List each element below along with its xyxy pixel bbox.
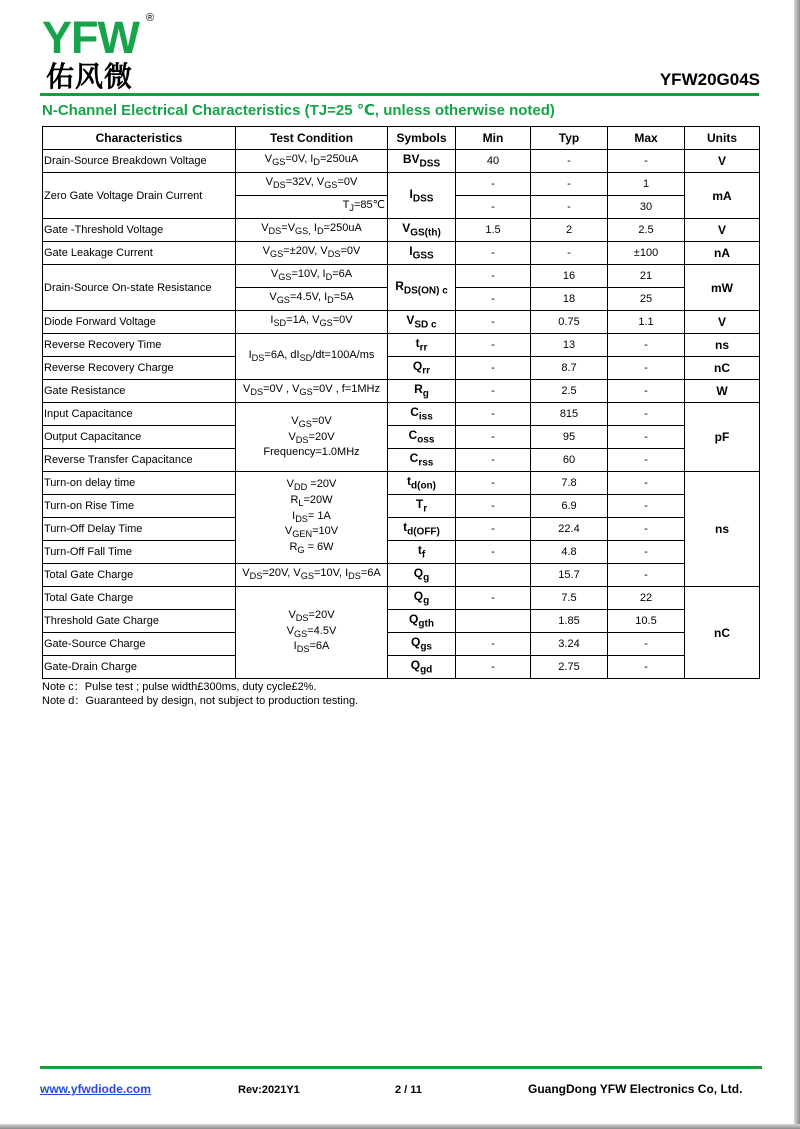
typ-value: 2 — [531, 219, 608, 242]
symbol: $V_{SD c}$ — [388, 311, 456, 334]
symbol: $C_{rss}$ — [388, 449, 456, 472]
symbol: $R_{DS(ON) c}$ — [388, 265, 456, 311]
param-name: Input Capacitance — [43, 403, 236, 426]
max-value: 25 — [608, 288, 685, 311]
typ-value: 6.9 — [531, 495, 608, 518]
typ-value: - — [531, 150, 608, 173]
unit: nA — [685, 242, 760, 265]
table-row — [43, 656, 760, 679]
min-value: - — [456, 541, 531, 564]
symbol: $T_r$ — [388, 495, 456, 518]
table-row — [43, 265, 760, 288]
max-value: - — [608, 334, 685, 357]
param-name: Drain-Source Breakdown Voltage — [43, 150, 236, 173]
symbol: $C_{oss}$ — [388, 426, 456, 449]
col-characteristics: Characteristics — [43, 127, 236, 150]
table-row — [43, 541, 760, 564]
min-value — [456, 610, 531, 633]
min-value: - — [456, 173, 531, 196]
typ-value: 60 — [531, 449, 608, 472]
section-title: N-Channel Electrical Characteristics (TJ=25 ℃, unless otherwise noted) — [42, 102, 555, 119]
company-logo — [40, 14, 160, 94]
electrical-characteristics-table — [42, 126, 760, 679]
typ-value: 7.8 — [531, 472, 608, 495]
col-min: Min — [456, 127, 531, 150]
table-row — [43, 633, 760, 656]
footnotes — [42, 680, 358, 708]
temperature-symbol: T — [342, 199, 350, 212]
symbol: $t_{rr}$ — [388, 334, 456, 357]
registered-mark: ® — [146, 12, 155, 24]
test-condition: $V_{DS}=20V$ $V_{GS}=4.5V$ $I_{DS}=6A$ — [236, 587, 388, 679]
table-row — [43, 426, 760, 449]
table-row — [43, 610, 760, 633]
min-value: - — [456, 265, 531, 288]
min-value: - — [456, 633, 531, 656]
max-value: 10.5 — [608, 610, 685, 633]
max-value: - — [608, 495, 685, 518]
typ-value: 815 — [531, 403, 608, 426]
min-value — [456, 564, 531, 587]
symbol: $I_{DSS}$ — [388, 173, 456, 219]
table-header-row — [43, 127, 760, 150]
unit: V — [685, 311, 760, 334]
table-row — [43, 495, 760, 518]
typ-value: 16 — [531, 265, 608, 288]
param-name: Turn-Off Fall Time — [43, 541, 236, 564]
col-symbols: Symbols — [388, 127, 456, 150]
logo-latin: YFW — [42, 12, 139, 63]
table-row — [43, 587, 760, 610]
min-value: - — [456, 449, 531, 472]
min-value: - — [456, 334, 531, 357]
symbol: $Q_g$ — [388, 587, 456, 610]
min-value: - — [456, 426, 531, 449]
max-value: - — [608, 403, 685, 426]
test-condition: $V_{DS}=32V$, $V_{GS}=0V$ — [236, 173, 388, 196]
min-value: - — [456, 495, 531, 518]
test-condition — [236, 196, 388, 219]
typ-value: 0.75 — [531, 311, 608, 334]
min-value: - — [456, 242, 531, 265]
unit: pF — [685, 403, 760, 472]
symbol: $Q_{rr}$ — [388, 357, 456, 380]
param-name: Gate -Threshold Voltage — [43, 219, 236, 242]
typ-value: 3.24 — [531, 633, 608, 656]
max-value: - — [608, 357, 685, 380]
test-condition: $V_{GS}=4.5V$, $I_D=5A$ — [236, 288, 388, 311]
test-condition: $V_{GS}=0V$, $I_D=250uA$ — [236, 150, 388, 173]
min-value: - — [456, 518, 531, 541]
param-name: Drain-Source On-state Resistance — [43, 265, 236, 311]
typ-value: 4.8 — [531, 541, 608, 564]
max-value: - — [608, 518, 685, 541]
revision: Rev:2021Y1 — [238, 1084, 300, 1096]
typ-value: - — [531, 196, 608, 219]
param-name: Turn-Off Delay Time — [43, 518, 236, 541]
min-value: 40 — [456, 150, 531, 173]
table-row — [43, 173, 760, 196]
header-divider — [40, 93, 759, 96]
col-test-condition: Test Condition — [236, 127, 388, 150]
symbol: $Q_g$ — [388, 564, 456, 587]
max-value: 2.5 — [608, 219, 685, 242]
param-name: Total Gate Charge — [43, 564, 236, 587]
typ-value: 1.85 — [531, 610, 608, 633]
symbol: $V_{GS(th)}$ — [388, 219, 456, 242]
typ-value: 2.5 — [531, 380, 608, 403]
max-value: - — [608, 472, 685, 495]
param-name: Turn-on Rise Time — [43, 495, 236, 518]
symbol: $I_{GSS}$ — [388, 242, 456, 265]
max-value: - — [608, 449, 685, 472]
table-row — [43, 242, 760, 265]
table-row — [43, 472, 760, 495]
param-name: Reverse Recovery Charge — [43, 357, 236, 380]
max-value: - — [608, 541, 685, 564]
typ-value: 15.7 — [531, 564, 608, 587]
min-value: - — [456, 403, 531, 426]
test-condition: $V_{GS}=0V$ $V_{DS}=20V$ Frequency=1.0MHz — [236, 403, 388, 472]
page-edge-right — [794, 0, 800, 1129]
test-condition: $V_{DS}=V_{GS,}$ $I_D=250uA$ — [236, 219, 388, 242]
table-row — [43, 518, 760, 541]
typ-value: - — [531, 173, 608, 196]
param-name: Reverse Recovery Time — [43, 334, 236, 357]
max-value: - — [608, 633, 685, 656]
unit: mA — [685, 173, 760, 219]
test-condition: $V_{GS}=\pm 20V$, $V_{DS}=0V$ — [236, 242, 388, 265]
col-max: Max — [608, 127, 685, 150]
table-row — [43, 150, 760, 173]
max-value: 1 — [608, 173, 685, 196]
typ-value: 18 — [531, 288, 608, 311]
min-value: - — [456, 196, 531, 219]
unit: V — [685, 219, 760, 242]
symbol: $Q_{gth}$ — [388, 610, 456, 633]
max-value: - — [608, 656, 685, 679]
part-number: YFW20G04S — [659, 70, 760, 89]
symbol: $BV_{DSS}$ — [388, 150, 456, 173]
page-edge-bottom — [0, 1124, 800, 1129]
min-value: - — [456, 311, 531, 334]
company-name: GuangDong YFW Electronics Co, Ltd. — [528, 1082, 743, 1096]
max-value: 30 — [608, 196, 685, 219]
symbol: $Q_{gs}$ — [388, 633, 456, 656]
param-name: Output Capacitance — [43, 426, 236, 449]
typ-value: 7.5 — [531, 587, 608, 610]
max-value: - — [608, 380, 685, 403]
param-name: Threshold Gate Charge — [43, 610, 236, 633]
max-value: - — [608, 426, 685, 449]
unit: V — [685, 150, 760, 173]
min-value: - — [456, 357, 531, 380]
note-d: Note d：Guaranteed by design, not subject to production testing. — [42, 695, 359, 707]
test-condition: $V_{DS}=0V$ , $V_{GS}=0V$ , f=1MHz — [236, 380, 388, 403]
test-condition: $I_{SD}=1A$, $V_{GS}=0V$ — [236, 311, 388, 334]
symbol: $t_{d(on)}$ — [388, 472, 456, 495]
typ-value: 22.4 — [531, 518, 608, 541]
table-row — [43, 311, 760, 334]
max-value: ±100 — [608, 242, 685, 265]
min-value: - — [456, 656, 531, 679]
unit: ns — [685, 472, 760, 587]
param-name: Diode Forward Voltage — [43, 311, 236, 334]
param-name: Gate-Drain Charge — [43, 656, 236, 679]
min-value: 1.5 — [456, 219, 531, 242]
symbol: $t_{d(OFF)}$ — [388, 518, 456, 541]
unit: mW — [685, 265, 760, 311]
typ-value: 2.75 — [531, 656, 608, 679]
note-c: Note c：Pulse test ; pulse width£300ms, duty cycle£2%. — [42, 681, 317, 693]
unit: nC — [685, 357, 760, 380]
param-name: Reverse Transfer Capacitance — [43, 449, 236, 472]
param-name: Gate Resistance — [43, 380, 236, 403]
unit: W — [685, 380, 760, 403]
table-row — [43, 449, 760, 472]
logo-chinese: 佑风微 — [46, 60, 134, 93]
unit: ns — [685, 334, 760, 357]
table-row — [43, 403, 760, 426]
temperature-value: =85℃ — [353, 199, 385, 212]
table-row — [43, 564, 760, 587]
min-value: - — [456, 587, 531, 610]
max-value: 21 — [608, 265, 685, 288]
page-number: 2 / 11 — [395, 1084, 422, 1096]
unit: nC — [685, 587, 760, 679]
param-name: Turn-on delay time — [43, 472, 236, 495]
typ-value: 8.7 — [531, 357, 608, 380]
test-condition: $V_{DS}=20V$, $V_{GS}=10V$, $I_{DS}=6A$ — [236, 564, 388, 587]
test-condition: $V_{DD} =20V$ $R_L=20W$ $I_{DS}= 1A$ $V_{GEN}=10V$ $R_G = 6W$ — [236, 472, 388, 564]
param-name: Gate-Source Charge — [43, 633, 236, 656]
min-value: - — [456, 472, 531, 495]
max-value: 1.1 — [608, 311, 685, 334]
symbol: $t_f$ — [388, 541, 456, 564]
footer-divider — [40, 1066, 762, 1069]
max-value: - — [608, 150, 685, 173]
symbol: $C_{iss}$ — [388, 403, 456, 426]
param-name: Total Gate Charge — [43, 587, 236, 610]
website-link[interactable]: www.yfwdiode.com — [40, 1082, 151, 1096]
param-name: Gate Leakage Current — [43, 242, 236, 265]
symbol: $Q_{gd}$ — [388, 656, 456, 679]
max-value: 22 — [608, 587, 685, 610]
col-units: Units — [685, 127, 760, 150]
table-row — [43, 334, 760, 357]
table-row — [43, 357, 760, 380]
col-typ: Typ — [531, 127, 608, 150]
min-value: - — [456, 380, 531, 403]
typ-value: 13 — [531, 334, 608, 357]
max-value: - — [608, 564, 685, 587]
test-condition: $I_{DS}=6A$, $dI_{SD}/dt=100A/ms$ — [236, 334, 388, 380]
min-value: - — [456, 288, 531, 311]
table-row — [43, 219, 760, 242]
temperature-subscript: J — [349, 203, 354, 214]
typ-value: - — [531, 242, 608, 265]
test-condition: $V_{GS}=10V$, $I_D=6A$ — [236, 265, 388, 288]
symbol: $R_g$ — [388, 380, 456, 403]
param-name: Zero Gate Voltage Drain Current — [43, 173, 236, 219]
typ-value: 95 — [531, 426, 608, 449]
table-row — [43, 380, 760, 403]
